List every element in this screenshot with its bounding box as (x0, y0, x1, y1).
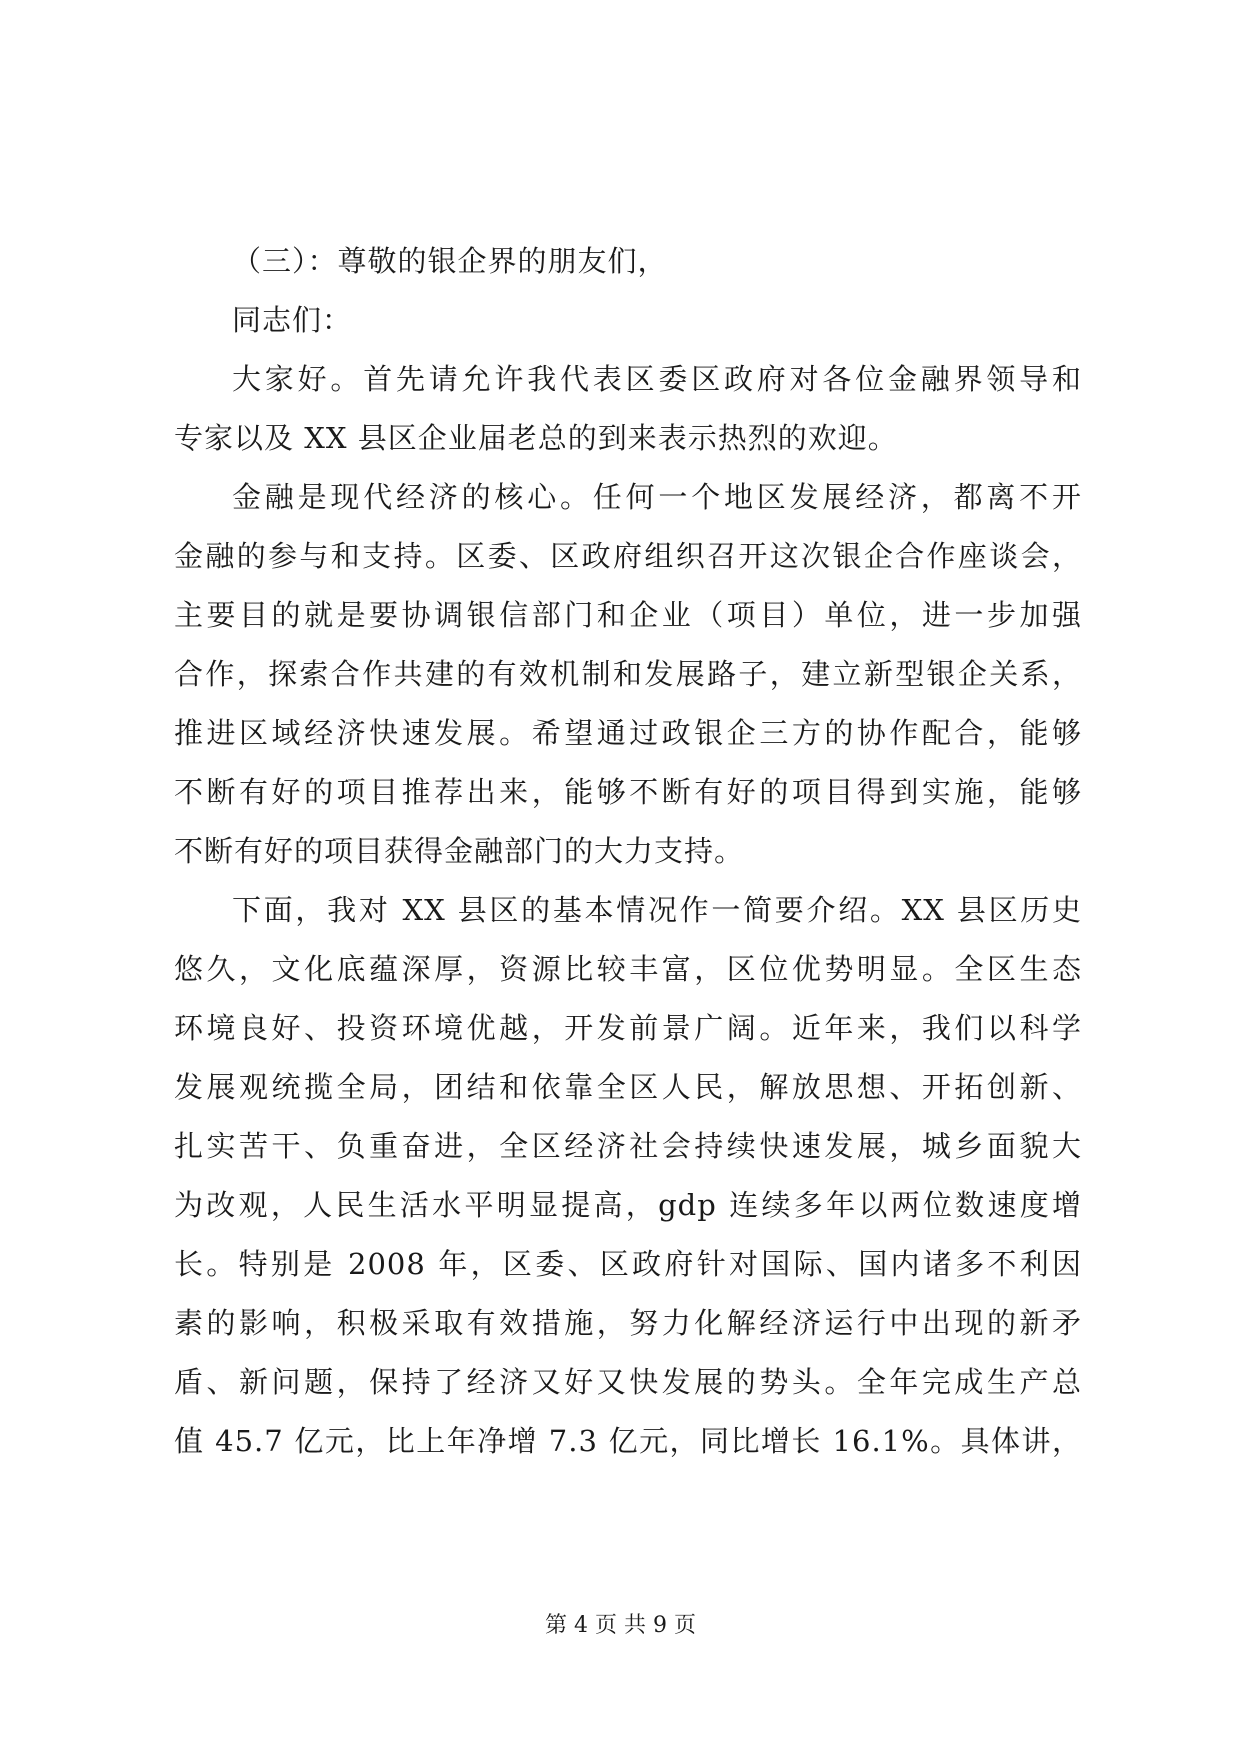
text-line: 专家以及 XX 县区企业届老总的到来表示热烈的欢迎。 (174, 421, 898, 455)
text-line: 为改观，人民生活水平明显提高，gdp 连续多年以两位数速度增 (174, 1188, 1082, 1222)
text-line: 值 45.7 亿元，比上年净增 7.3 亿元，同比增长 16.1%。具体讲， (174, 1424, 1082, 1458)
text-line: 素的影响，积极采取有效措施，努力化解经济运行中出现的新矛 (174, 1306, 1082, 1340)
text-line: 发展观统揽全局，团结和依靠全区人民，解放思想、开拓创新、 (174, 1070, 1082, 1104)
text-line: 盾、新问题，保持了经济又好又快发展的势头。全年完成生产总 (174, 1365, 1082, 1399)
text-line: 环境良好、投资环境优越，开发前景广阔。近年来，我们以科学 (174, 1011, 1082, 1045)
text-line: 大家好。首先请允许我代表区委区政府对各位金融界领导和 (232, 362, 1082, 396)
text-line: 同志们： (232, 303, 353, 337)
page-number-footer: 第 4 页 共 9 页 (545, 1613, 696, 1638)
document-body (174, 232, 1082, 1471)
text-line: 悠久，文化底蕴深厚，资源比较丰富，区位优势明显。全区生态 (174, 952, 1082, 986)
text-line: 推进区域经济快速发展。希望通过政银企三方的协作配合，能够 (174, 716, 1082, 750)
text-line: 不断有好的项目获得金融部门的大力支持。 (174, 834, 745, 868)
text-line: 不断有好的项目推荐出来，能够不断有好的项目得到实施，能够 (174, 775, 1082, 809)
text-line: 主要目的就是要协调银信部门和企业（项目）单位，进一步加强 (174, 598, 1082, 632)
text-line: 金融是现代经济的核心。任何一个地区发展经济，都离不开 (232, 480, 1082, 514)
text-line: （三）：尊敬的银企界的朋友们， (232, 244, 668, 278)
text-line: 长。特别是 2008 年，区委、区政府针对国际、国内诸多不利因 (174, 1247, 1082, 1281)
text-line: 下面，我对 XX 县区的基本情况作一简要介绍。XX 县区历史 (232, 893, 1082, 927)
text-line: 扎实苦干、负重奋进，全区经济社会持续快速发展，城乡面貌大 (174, 1129, 1082, 1163)
text-line: 金融的参与和支持。区委、区政府组织召开这次银企合作座谈会， (174, 539, 1082, 573)
text-line: 合作，探索合作共建的有效机制和发展路子，建立新型银企关系， (174, 657, 1082, 691)
